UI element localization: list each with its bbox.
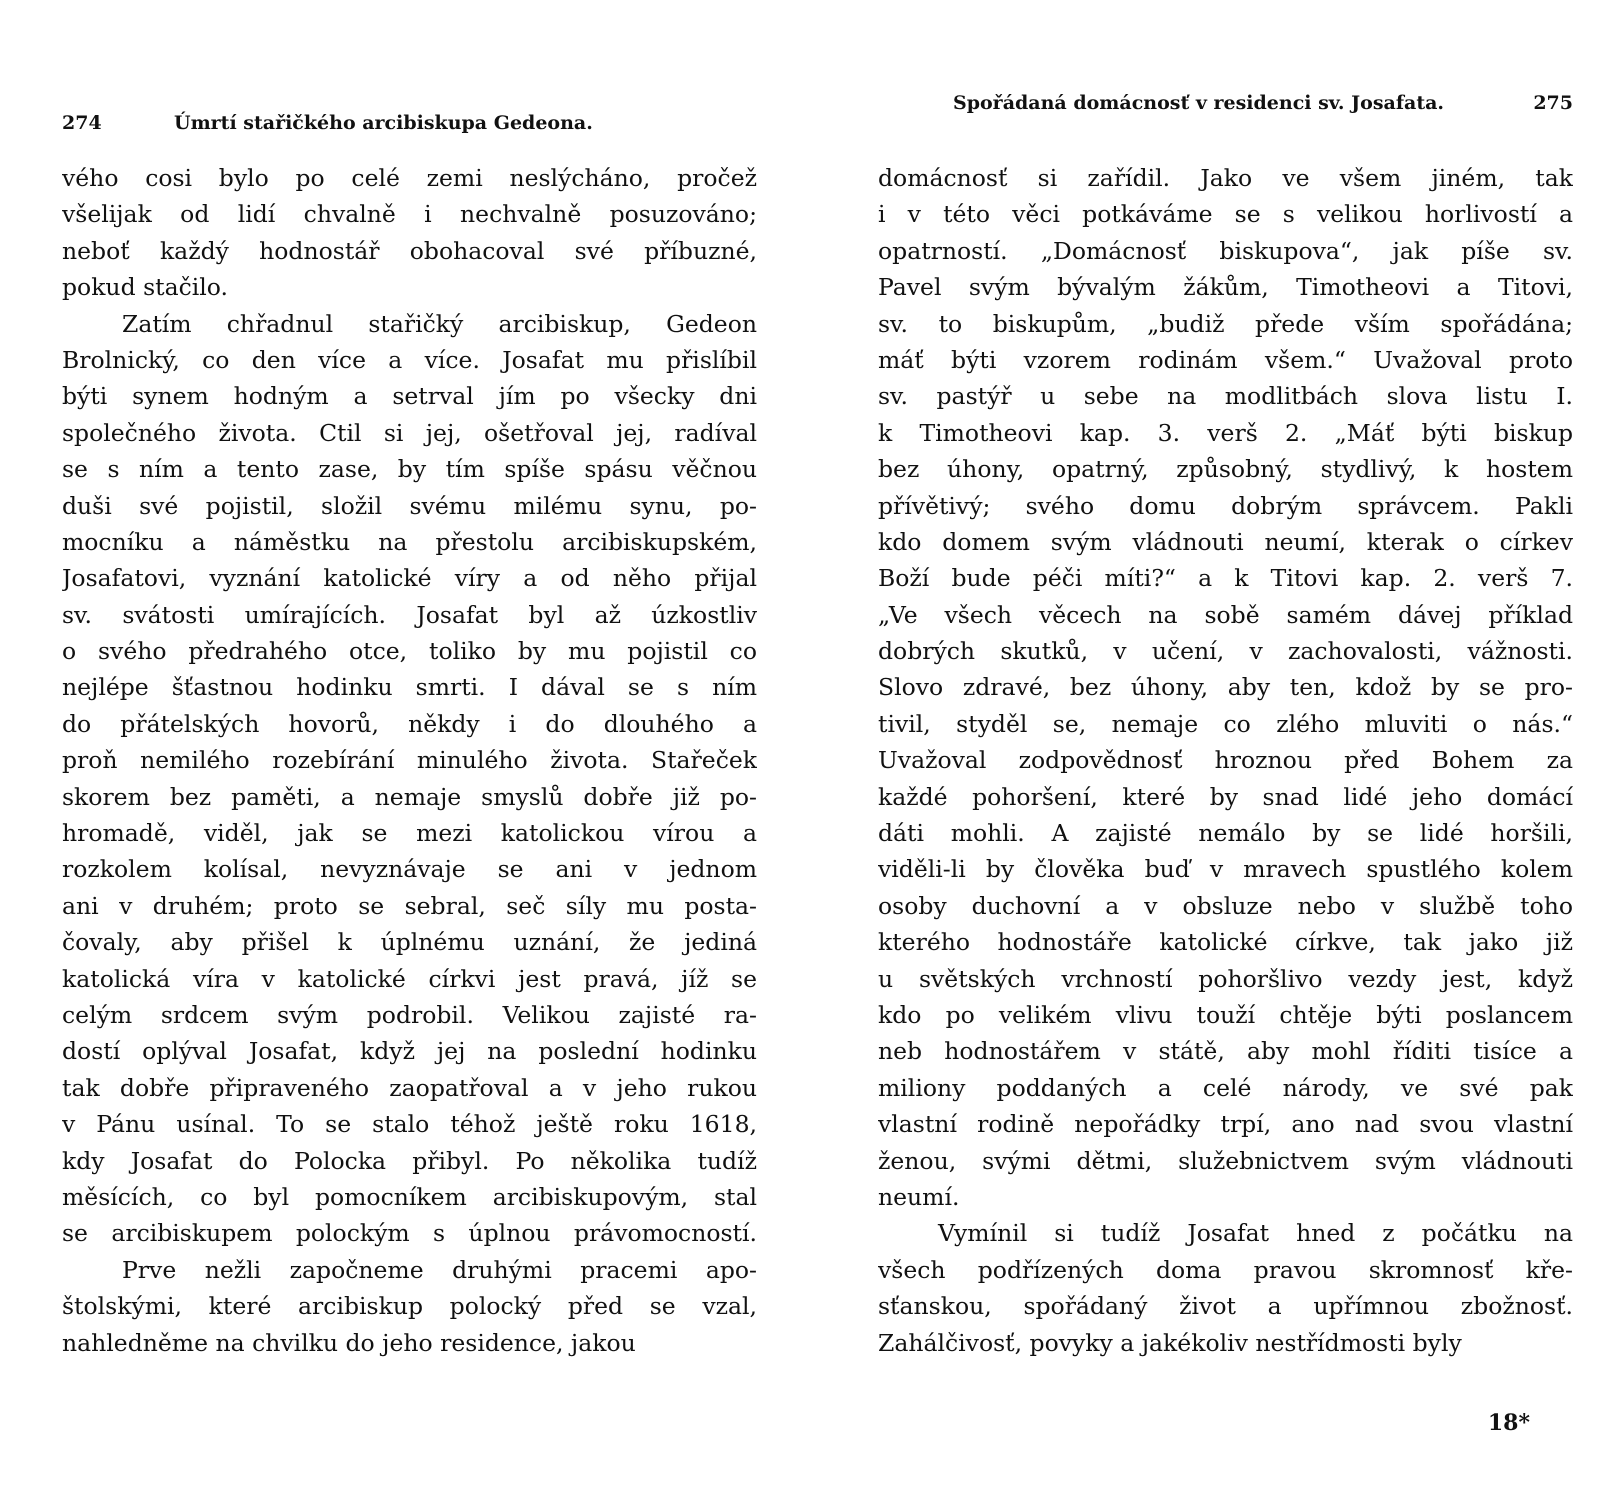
signature-mark: 18* [1487, 1410, 1530, 1436]
text-line: sv. to biskupům, „budiž přede vším spořádána; [878, 309, 1573, 338]
text-line: Pavel svým bývalým žákům, Timotheovi a Titovi, [878, 273, 1573, 302]
text-line: dáti mohli. A zajisté nemálo by se lidé horšili, [878, 819, 1573, 848]
text-line: se s ním a tento zase, by tím spíše spásu věčnou [62, 455, 757, 484]
text-line: kdy Josafat do Polocka přibyl. Po několika tudíž [62, 1146, 757, 1175]
text-line: vého cosi bylo po celé zemi neslýcháno, pročež [62, 164, 757, 192]
text-line: do přátelských hovorů, někdy i do dlouhého a [62, 709, 757, 738]
text-line: proň nemilého rozebírání minulého života. Stařeček [62, 746, 757, 775]
text-line: viděli-li by člověka buď v mravech spustlého kolem [878, 855, 1573, 884]
text-line: o svého předrahého otce, toliko by mu pojistil co [62, 637, 757, 666]
text-line: k Timotheovi kap. 3. verš 2. „Máť býti biskup [878, 418, 1573, 447]
text-line: rozkolem kolísal, nevyznávaje se ani v jednom [62, 855, 757, 884]
text-line: býti synem hodným a setrval jím po všecky dni [62, 382, 757, 411]
text-line: celým srdcem svým podrobil. Velikou zajisté ra- [62, 1000, 757, 1029]
text-line: i v této věci potkáváme se s velikou horlivostí a [878, 200, 1573, 229]
left-page-number: 274 [62, 112, 102, 134]
text-line: kterého hodnostáře katolické církve, tak jako již [878, 928, 1573, 957]
text-line: máť býti vzorem rodinám všem.“ Uvažoval proto [878, 345, 1573, 374]
text-line: vlastní rodině nepořádky trpí, ano nad svou vlastní [878, 1110, 1573, 1139]
text-line: Josafatovi, vyznání katolické víry a od něho přijal [62, 564, 757, 593]
text-line: duši své pojistil, složil svému milému synu, po- [62, 491, 757, 520]
text-line: katolická víra v katolické církvi jest pravá, jíž se [62, 964, 757, 993]
text-line: opatrností. „Domácnosť biskupova“, jak píše sv. [878, 236, 1573, 265]
text-line: mocníku a náměstku na přestolu arcibiskupském, [62, 527, 757, 556]
text-line: neumí. [878, 1182, 960, 1211]
text-line: nahledněme na chvilku do jeho residence, jakou [62, 1328, 636, 1357]
text-line: Zatím chřadnul stařičký arcibiskup, Gedeon [122, 309, 757, 338]
text-line: Uvažoval zodpovědnosť hroznou před Bohem za [878, 746, 1573, 775]
text-line: kdo po velikém vlivu touží chtěje býti poslancem [878, 1000, 1573, 1029]
text-line: čovaly, aby přišel k úplnému uznání, že jediná [62, 928, 757, 957]
text-line: bez úhony, opatrný, způsobný, stydlivý, k hostem [878, 455, 1573, 484]
text-line: Brolnický, co den více a více. Josafat mu přislíbil [62, 345, 757, 374]
text-line: Boží bude péči míti?“ a k Titovi kap. 2. verš 7. [878, 564, 1573, 593]
text-line: sv. svátosti umírajících. Josafat byl až úzkostliv [62, 600, 757, 629]
text-line: Zahálčivosť, povyky a jakékoliv nestřídmosti byly [878, 1328, 1462, 1357]
text-line: všech podřízených doma pravou skromnosť kře- [878, 1255, 1573, 1284]
text-line: kdo domem svým vládnouti neumí, kterak o církev [878, 527, 1573, 556]
text-line: štolskými, které arcibiskup polocký před se vzal, [62, 1292, 757, 1321]
text-line: tivil, styděl se, nemaje co zlého mluviti o nás.“ [878, 709, 1573, 738]
text-line: osoby duchovní a v obsluze nebo v službě toho [878, 891, 1573, 920]
text-line: dostí oplýval Josafat, když jej na poslední hodinku [62, 1037, 757, 1066]
text-line: dobrých skutků, v učení, v zachovalosti, vážnosti. [878, 637, 1573, 666]
right-page-body [878, 160, 1573, 1361]
text-line: sťanskou, spořádaný život a upřímnou zbožnosť. [878, 1292, 1573, 1321]
text-line: v Pánu usínal. To se stalo téhož ještě roku 1618, [62, 1110, 757, 1139]
left-page-body [62, 160, 757, 1361]
text-line: ani v druhém; proto se sebral, seč síly mu posta- [62, 891, 757, 920]
text-line: tak dobře připraveného zaopatřoval a v jeho rukou [62, 1073, 757, 1102]
text-line: u světských vrchností pohoršlivo vezdy jest, když [878, 964, 1573, 993]
text-line: domácnosť si zařídil. Jako ve všem jiném, tak [878, 164, 1573, 192]
right-page-number: 275 [1533, 92, 1573, 114]
text-line: „Ve všech věcech na sobě samém dávej příklad [878, 600, 1573, 629]
text-line: nejlépe šťastnou hodinku smrti. I dával se s ním [62, 673, 757, 702]
text-line: neboť každý hodnostář obohacoval své příbuzné, [62, 236, 757, 265]
text-line: Vymínil si tudíž Josafat hned z počátku na [938, 1219, 1573, 1248]
text-line: každé pohoršení, které by snad lidé jeho domácí [878, 782, 1573, 811]
text-line: hromadě, viděl, jak se mezi katolickou vírou a [62, 819, 757, 848]
text-line: Prve nežli započneme druhými pracemi apo- [122, 1255, 757, 1284]
text-line: miliony poddaných a celé národy, ve své pak [878, 1073, 1573, 1102]
text-line: pokud stačilo. [62, 273, 228, 302]
text-line: sv. pastýř u sebe na modlitbách slova listu I. [878, 382, 1573, 411]
text-line: se arcibiskupem polockým s úplnou právomocností. [62, 1219, 757, 1248]
text-line: neb hodnostářem v státě, aby mohl říditi tisíce a [878, 1037, 1573, 1066]
text-line: ženou, svými dětmi, služebnictvem svým vládnouti [878, 1146, 1573, 1175]
text-line: měsících, co byl pomocníkem arcibiskupovým, stal [62, 1182, 757, 1211]
right-running-head-title: Spořádaná domácnosť v residenci sv. Josafata. [953, 92, 1445, 114]
left-running-head-title: Úmrtí stařičkého arcibiskupa Gedeona. [174, 112, 593, 134]
text-line: všelijak od lidí chvalně i nechvalně posuzováno; [62, 200, 757, 229]
text-line: společného života. Ctil si jej, ošetřoval jej, radíval [62, 418, 757, 447]
text-line: skorem bez paměti, a nemaje smyslů dobře již po- [62, 782, 757, 811]
text-line: Slovo zdravé, bez úhony, aby ten, kdož by se pro- [878, 673, 1573, 702]
text-line: přívětivý; svého domu dobrým správcem. Pakli [878, 491, 1573, 520]
